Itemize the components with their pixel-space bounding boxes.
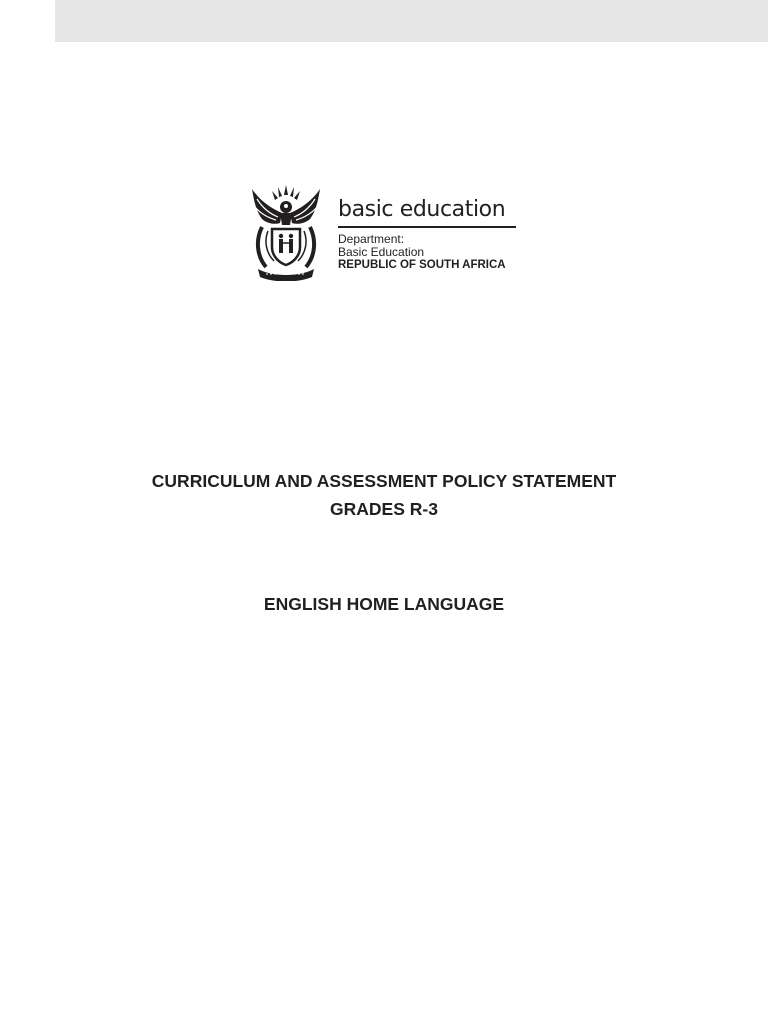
coat-of-arms-icon — [248, 183, 324, 281]
brand-text — [338, 197, 518, 272]
brand-name: basic education — [338, 197, 506, 222]
department-label: Department: — [338, 231, 405, 246]
department-name: Basic Education — [338, 244, 425, 259]
department-logo — [248, 183, 523, 283]
brand-divider — [338, 226, 516, 228]
title-line-policy: CURRICULUM AND ASSESSMENT POLICY STATEMENT — [151, 471, 617, 491]
country-name: REPUBLIC OF SOUTH AFRICA — [338, 258, 506, 271]
document-title — [0, 467, 768, 523]
top-gray-band — [55, 0, 768, 42]
subject-title: ENGLISH HOME LANGUAGE — [263, 594, 505, 614]
title-line-grades: GRADES R-3 — [330, 499, 438, 519]
